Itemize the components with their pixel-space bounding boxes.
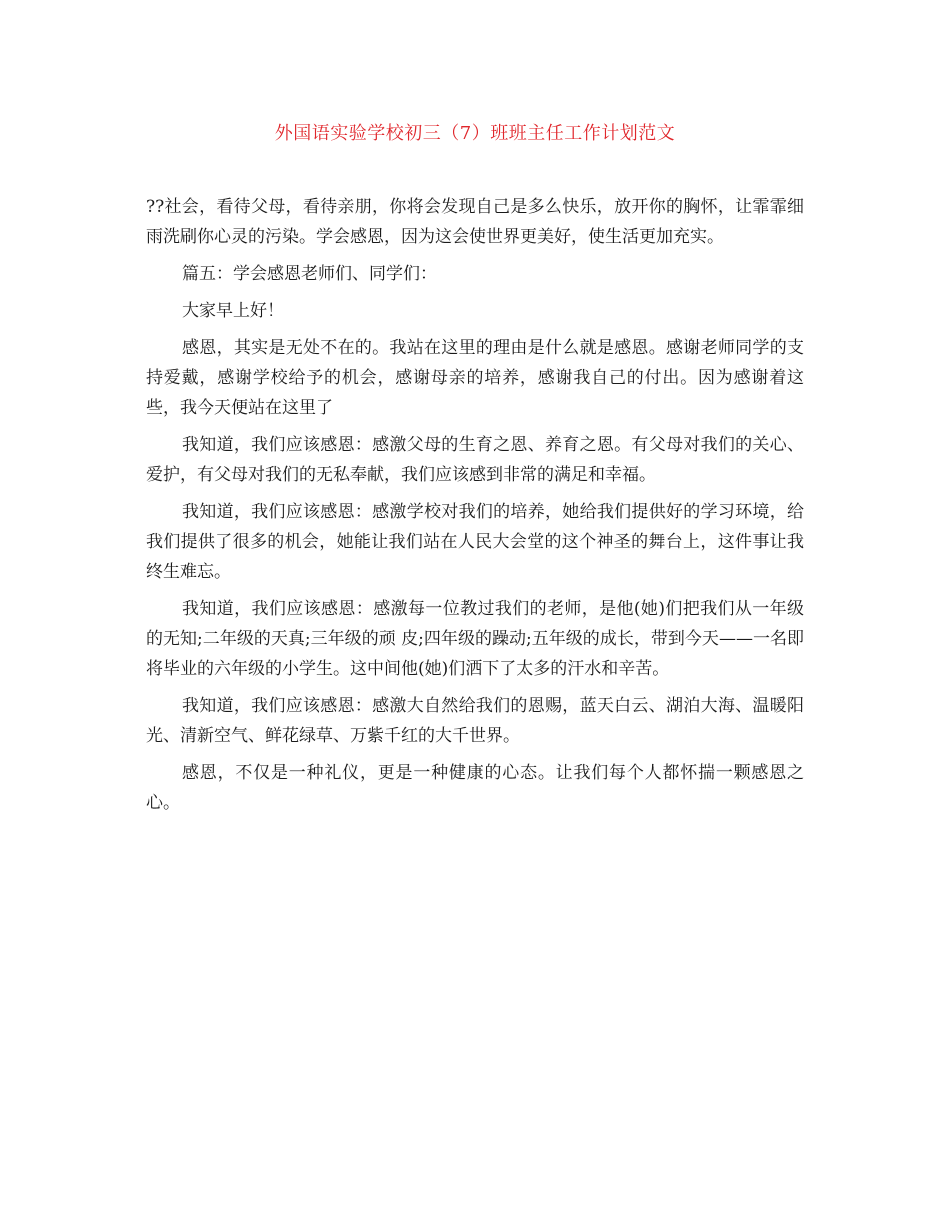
paragraph-1: ??社会，看待父母，看待亲朋，你将会发现自己是多么快乐，放开你的胸怀，让霏霏细雨洗刷你心灵的污染。学会感恩，因为这会使世界更美好，使生活更加充实。 xyxy=(146,197,804,247)
paragraph-8: 我知道，我们应该感恩：感激大自然给我们的恩赐，蓝天白云、湖泊大海、温暖阳光、清新空气、鲜花绿草、万紫千红的大千世界。 xyxy=(146,696,804,746)
document-title: 外国语实验学校初三（7）班班主任工作计划范文 xyxy=(274,123,676,144)
paragraph-9: 感恩，不仅是一种礼仪，更是一种健康的心态。让我们每个人都怀揣一颗感恩之心。 xyxy=(146,763,804,813)
paragraph-7: 我知道，我们应该感恩：感激每一位教过我们的老师，是他(她)们把我们从一年级的无知;二年级的天真;三年级的顽 皮;四年级的躁动;五年级的成长，带到今天——一名即将毕业的六年级的小学生。这中间他(她)们洒下了太多的汗水和辛苦。 xyxy=(146,599,804,679)
paragraph-3: 大家早上好！ xyxy=(182,301,284,321)
paragraph-6: 我知道，我们应该感恩：感激学校对我们的培养，她给我们提供好的学习环境，给我们提供了很多的机会，她能让我们站在人民大会堂的这个神圣的舞台上，这件事让我终生难忘。 xyxy=(146,502,804,582)
document-body xyxy=(146,192,804,825)
paragraph-2: 篇五：学会感恩老师们、同学们： xyxy=(182,264,437,284)
paragraph-4: 感恩，其实是无处不在的。我站在这里的理由是什么就是感恩。感谢老师同学的支持爱戴，感谢学校给予的机会，感谢母亲的培养，感谢我自己的付出。因为感谢着这些，我今天便站在这里了 xyxy=(146,338,804,418)
paragraph-5: 我知道，我们应该感恩：感激父母的生育之恩、养育之恩。有父母对我们的关心、爱护，有父母对我们的无私奉献，我们应该感到非常的满足和幸福。 xyxy=(146,435,804,485)
